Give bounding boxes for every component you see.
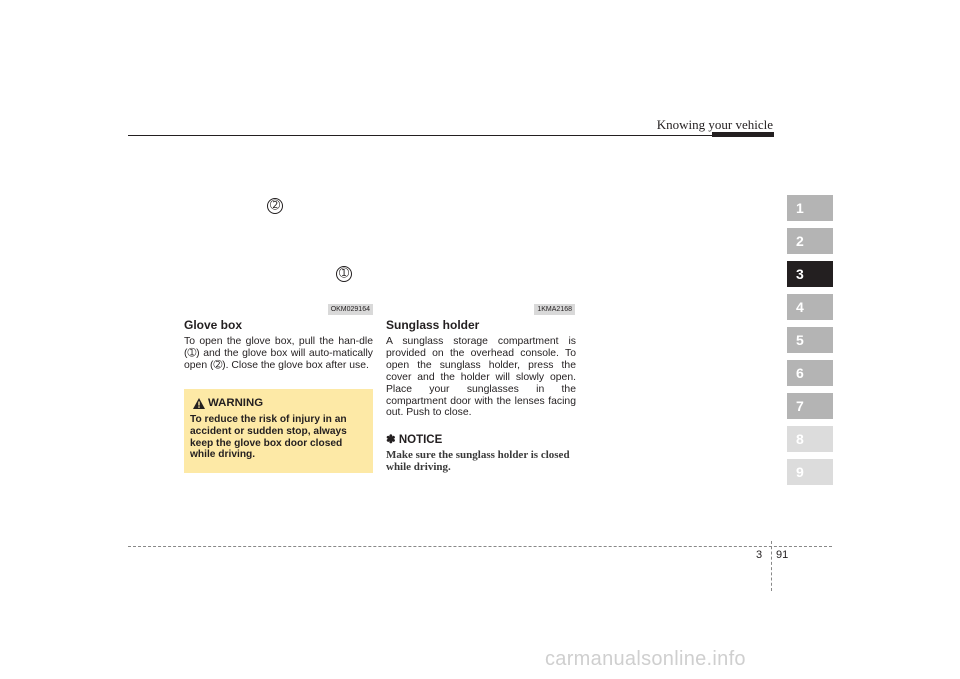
chapter-tab-6[interactable]: 6 [787,360,833,386]
chapter-tab-4[interactable]: 4 [787,294,833,320]
sunglass-holder-figure [386,165,575,315]
footer-rule [128,546,832,547]
warning-triangle-icon [193,398,205,409]
figure-code: OKM029164 [328,304,373,315]
glove-box-figure [184,165,373,315]
notice-text: Make sure the sunglass holder is closed while driving. [386,449,570,473]
chapter-tab-3[interactable]: 3 [787,261,833,287]
watermark: carmanualsonline.info [545,648,746,670]
warning-title: WARNING [208,397,264,409]
warning-text: To reduce the risk of injury in an accident or sudden stop, always keep the glove box door closed while driving. [190,414,347,461]
footer-divider [771,541,772,591]
chapter-tab-5[interactable]: 5 [787,327,833,353]
figure-marker-2: ➁ [267,198,283,214]
figure-code: 1KMA2168 [534,304,575,315]
figure-marker-1: ➀ [336,266,352,282]
header-rule [128,135,712,136]
chapter-tab-8[interactable]: 8 [787,426,833,452]
sunglass-holder-title: Sunglass holder [386,318,480,332]
notice-title: ✽ NOTICE [386,434,443,446]
warning-box [184,389,373,473]
chapter-tab-1[interactable]: 1 [787,195,833,221]
glove-box-body: To open the glove box, pull the han-dle (➀) and the glove box will auto-matically open (➁). Close the glove box after use. [184,336,373,371]
sunglass-holder-body: A sunglass storage compartment is provided on the overhead console. To open the sunglass holder, press the cover and the holder will slowly open. Place your sunglasses in the compartment door with the lenses facing out. Push to close. [386,336,576,419]
glove-box-title: Glove box [184,318,243,332]
header-title: Knowing your vehicle [656,117,773,132]
chapter-tab-2[interactable]: 2 [787,228,833,254]
page-section: 3 [756,549,763,561]
page-number: 91 [776,549,789,561]
chapter-tab-7[interactable]: 7 [787,393,833,419]
header-accent-bar [712,132,774,137]
chapter-tab-9[interactable]: 9 [787,459,833,485]
